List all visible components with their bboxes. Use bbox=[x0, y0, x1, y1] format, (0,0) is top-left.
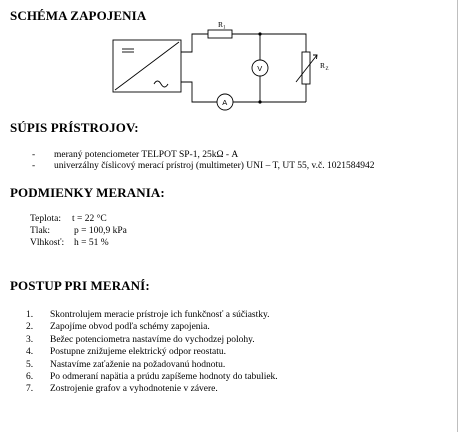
voltmeter-label: V bbox=[257, 64, 263, 73]
instruments-list bbox=[32, 150, 374, 172]
list-item: 2. Zapojíme obvod podľa schémy zapojenia. bbox=[26, 322, 210, 333]
list-item: 3. Bežec potenciometra nastavíme do vychodzej polohy. bbox=[26, 334, 255, 345]
rz-subscript: Z bbox=[325, 67, 329, 72]
procedure-list bbox=[26, 309, 278, 396]
list-item: 6. Po odmeraní napätia a prúdu zapíšeme hodnoty do tabuliek. bbox=[26, 372, 278, 383]
ac-wave-icon bbox=[154, 81, 168, 87]
resistor-rz bbox=[302, 52, 310, 84]
list-item: - meraný potenciometer TELPOT SP-1, 25kΩ - A bbox=[32, 150, 239, 160]
list-item: 4. Postupne znižujeme elektrický odpor reostatu. bbox=[26, 347, 226, 358]
instruments-heading: SÚPIS PRÍSTROJOV: bbox=[10, 120, 139, 135]
circuit-diagram bbox=[110, 22, 350, 112]
resistor-r1 bbox=[208, 30, 232, 38]
list-item: - univerzálny číslicový merací prístroj (multimeter) UNI – T, UT 55, v.č. 1021584942 bbox=[32, 161, 375, 171]
ammeter-label: A bbox=[222, 98, 228, 107]
schema-heading: SCHÉMA ZAPOJENIA bbox=[10, 8, 147, 23]
procedure-heading: POSTUP PRI MERANÍ: bbox=[10, 278, 150, 293]
list-item: 7. Zostrojenie grafov a vyhodnotenie v závere. bbox=[26, 384, 218, 395]
conditions-heading: PODMIENKY MERANIA: bbox=[10, 185, 165, 200]
rz-label: R bbox=[320, 61, 326, 70]
list-item: 1. Skontrolujem meracie prístroje ich funkčnosť a súčiastky. bbox=[26, 310, 270, 320]
list-item: 5. Nastavíme zaťaženie na požadovanú hodnotu. bbox=[26, 359, 226, 370]
r1-subscript: 1 bbox=[223, 25, 226, 31]
r1-label: R bbox=[218, 22, 224, 29]
document-page: SCHÉMA ZAPOJENIA R 1 R Z V A SÚPIS PRÍSTROJOV: - meraný potenciometer TELPOT SP-1, 25kΩ - A - univerzálny číslicový merací prístroj (multimeter) UNI – T, UT 55, v.č. 1021584942 PODMIENKY MERANIA: Teplota: t = 22 °C Tlak: p = 100,9 kPa Vlhkosť: h = 51 % POSTUP PRI MERANÍ: 1. Skontrolujem meracie prístroje ich funkčnosť a súčiastky. 2. Zapojíme obvod podľa schémy zapojenia. 3. Bežec potenciometra nastavíme do vychodzej polohy. 4. Postupne znižujeme elektrický odpor reostatu. 5. Nastavíme zaťaženie na požadovanú hodnotu. 6. Po odmeraní napätia a prúdu zapíšeme hodnoty do tabuliek. 7. Zostrojenie grafov a vyhodnotenie v závere. bbox=[0, 0, 458, 432]
